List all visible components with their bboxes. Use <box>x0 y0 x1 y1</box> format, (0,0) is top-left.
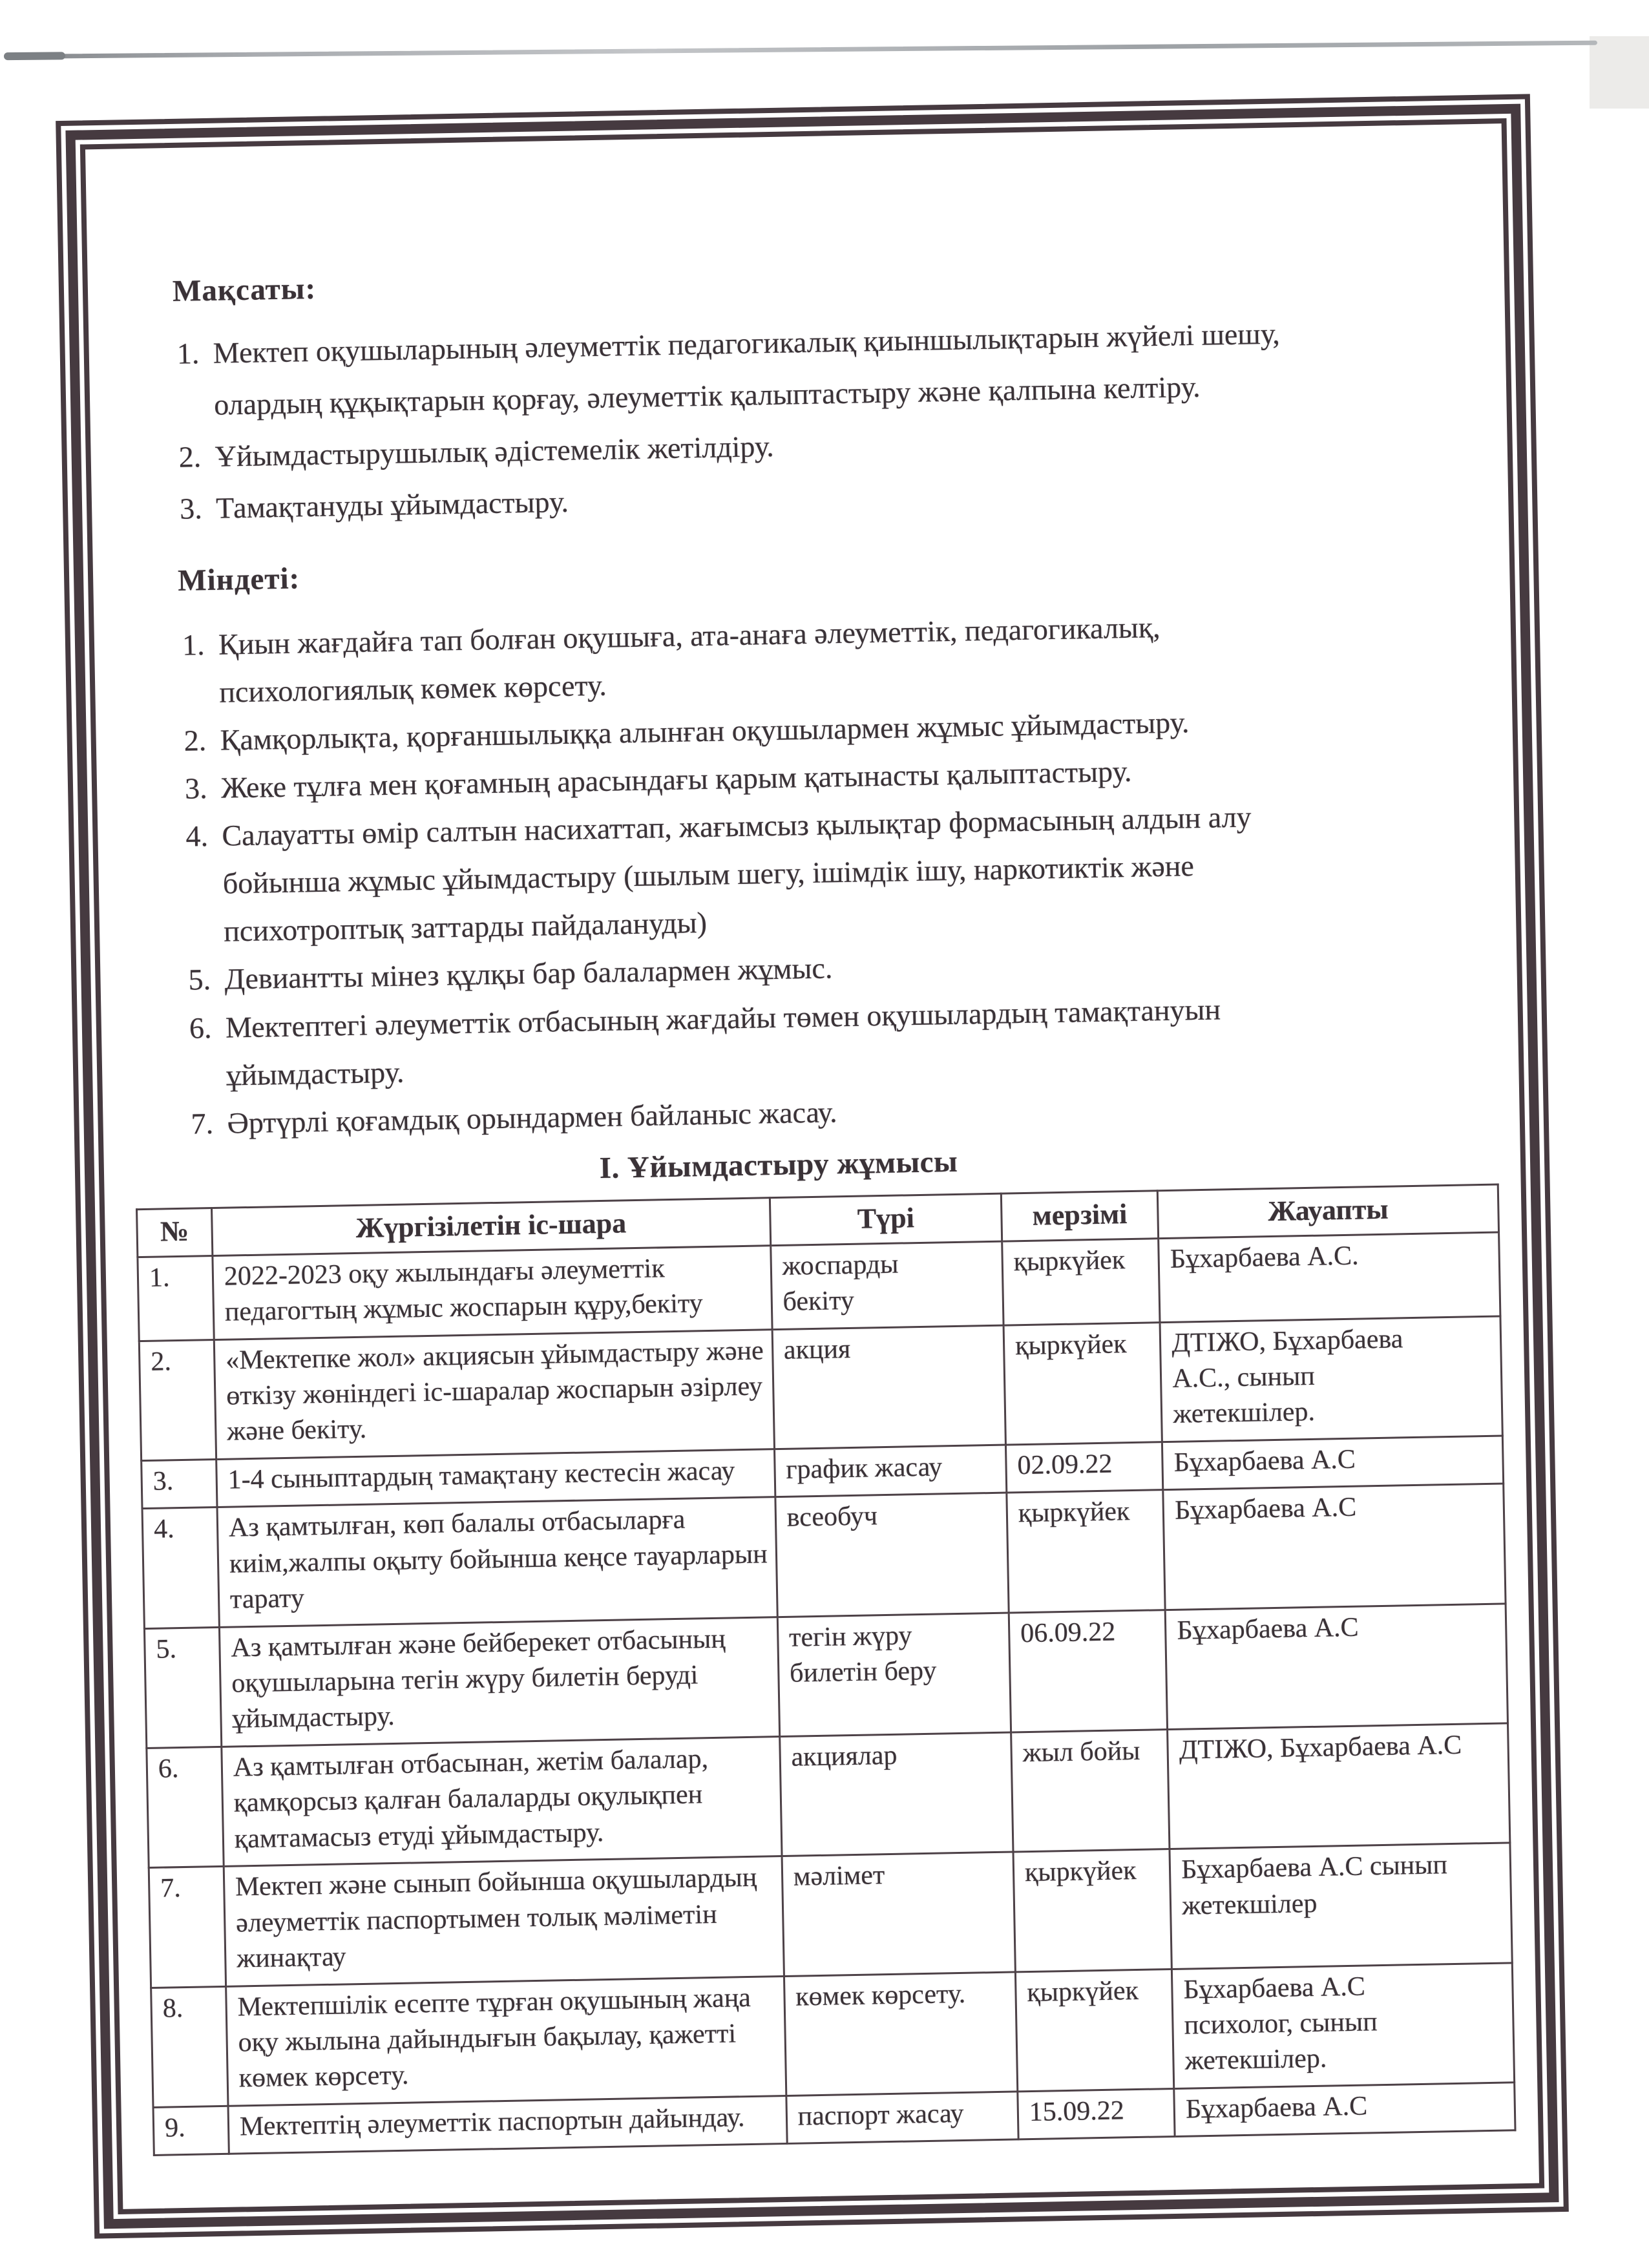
cell-term-text: 02.09.22 <box>1017 1449 1113 1481</box>
cell-responsible <box>1165 1604 1507 1730</box>
item-number: 3. <box>179 492 203 525</box>
cell-number <box>149 1867 226 1988</box>
cell-responsible <box>1170 1843 1512 1969</box>
cell-activity-text: «Мектепке жол» акциясын ұйымдастыру және өткізу жөніндегі іс-шаралар жоспарын әзірлеу және бекіту. <box>225 1335 764 1447</box>
item-number: 3. <box>184 772 208 805</box>
cell-number-text: 9. <box>164 2112 186 2143</box>
item-text: Қиын жағдайға тап болған оқушыға, ата-анаға әлеуметтік, педагогикалық, психологиялық көмек көрсету. <box>218 611 1161 709</box>
cell-type-text: көмек көрсету. <box>795 1979 966 2012</box>
tasks-heading: Міндеті: <box>177 562 300 598</box>
cell-responsible-text: Бұхарбаева А.С. <box>1170 1241 1359 1274</box>
cell-activity <box>214 1329 774 1459</box>
header-type: Түрі <box>770 1193 1002 1246</box>
cell-type <box>786 2092 1018 2144</box>
cell-type <box>775 1493 1009 1617</box>
cell-type <box>774 1445 1006 1497</box>
item-number: 6. <box>189 1011 212 1045</box>
cell-number <box>147 1747 224 1867</box>
cell-responsible-text: Бұхарбаева А.С <box>1185 2091 1368 2125</box>
page-frame-outer <box>56 94 1569 2238</box>
item-text: Қамқорлықта, қорғаншылыққа алынған оқушылармен жұмыс ұйымдастыру. <box>220 706 1190 757</box>
item-number: 2. <box>178 440 202 474</box>
cell-responsible-text: ДТІЖО, Бұхарбаева А.С., сынып жетекшілер. <box>1171 1323 1403 1430</box>
cell-term <box>1002 1238 1161 1325</box>
cell-term-text: 06.09.22 <box>1020 1617 1116 1648</box>
cell-type-text: жоспарды бекіту <box>782 1249 899 1317</box>
cell-number <box>142 1459 217 1509</box>
scan-paper-edge-line <box>18 41 1597 59</box>
cell-number <box>151 1986 228 2107</box>
cell-responsible-text: Бұхарбаева А.С психолог, сынып жетекшілер. <box>1183 1971 1378 2077</box>
cell-number-text: 5. <box>156 1633 177 1664</box>
cell-type-text: паспорт жасау <box>797 2098 964 2132</box>
cell-type <box>772 1325 1006 1449</box>
cell-number-text: 4. <box>153 1514 175 1545</box>
cell-activity-text: Аз қамтылған отбасынан, жетім балалар, қамқорсыз қалған балаларды оқулықпен қамтамасыз етуді ұйымдастыру. <box>233 1743 709 1854</box>
cell-responsible-text: Бұхарбаева А.С <box>1174 1492 1357 1526</box>
cell-number <box>144 1627 221 1748</box>
cell-type-text: график жасау <box>785 1452 943 1485</box>
header-term: мерзімі <box>1001 1190 1159 1241</box>
cell-responsible-text: ДТІЖО, Бұхарбаева А.С <box>1179 1730 1462 1765</box>
cell-number-text: 7. <box>160 1873 182 1904</box>
cell-type-text: акция <box>783 1334 851 1365</box>
cell-activity <box>228 2095 787 2154</box>
cell-number-text: 8. <box>162 1993 184 2024</box>
cell-activity <box>219 1617 779 1747</box>
item-number: 4. <box>185 819 209 853</box>
cell-number-text: 2. <box>150 1346 172 1377</box>
scanner-corner-shade <box>1590 36 1649 109</box>
cell-activity <box>222 1736 782 1866</box>
cell-activity <box>213 1245 772 1339</box>
item-text: Мектеп оқушыларының әлеуметтік педагогикалық қиыншылықтарын жүйелі шешу, олардың құқықтарын қорғау, әлеуметтік қалыптастыру және қалпына келтіру. <box>213 317 1281 421</box>
header-number: № <box>137 1208 213 1257</box>
cell-number-text: 3. <box>152 1466 174 1496</box>
cell-number <box>153 2106 229 2156</box>
cell-activity-text: Аз қамтылған және бейберекет отбасының оқушыларына тегін жүру билетін беруді ұйымдастыру. <box>230 1624 726 1735</box>
cell-responsible-text: Бұхарбаева А.С <box>1173 1444 1356 1478</box>
cell-type-text: мәлімет <box>793 1860 885 1892</box>
cell-responsible <box>1174 2083 1515 2137</box>
list-item <box>185 792 1358 956</box>
cell-type-text: всеобуч <box>786 1501 878 1533</box>
cell-term-text: жыл бойы <box>1022 1736 1140 1769</box>
cell-activity <box>226 1976 786 2106</box>
cell-activity <box>217 1497 777 1627</box>
cell-type <box>784 1971 1018 2095</box>
cell-responsible <box>1162 1436 1504 1490</box>
cell-activity-text: Мектеп және сынып бойынша оқушылардың әлеуметтік паспортымен толық мәліметін жинақтау <box>235 1862 757 1974</box>
cell-number-text: 1. <box>149 1262 170 1293</box>
page-frame-middle <box>65 104 1559 2229</box>
item-number: 1. <box>182 628 205 662</box>
cell-term <box>1003 1322 1162 1445</box>
cell-term <box>1018 2088 1175 2139</box>
cell-number-text: 6. <box>158 1754 179 1784</box>
cell-responsible <box>1168 1723 1510 1849</box>
tasks-list <box>182 598 1494 1148</box>
cell-term-text: қыркүйек <box>1026 1975 1139 2008</box>
cell-term-text: 15.09.22 <box>1029 2095 1125 2127</box>
page-frame-inner <box>80 118 1544 2214</box>
item-text: Жеке тұлға мен қоғамның арасындағы қарым қатынасты қалыптастыру. <box>220 755 1132 804</box>
item-text: Әртүрлі қоғамдық орындармен байланыс жасау. <box>227 1095 837 1140</box>
goals-list <box>176 304 1483 535</box>
item-text: Мектептегі әлеуметтік отбасының жағдайы төмен оқушылардың тамақтануын ұйымдастыру. <box>225 992 1221 1092</box>
cell-term <box>1011 1729 1170 1852</box>
item-text: Ұйымдастырушылық әдістемелік жетілдіру. <box>215 429 775 473</box>
cell-type-text: тегін жүру билетін беру <box>788 1620 937 1688</box>
cell-term-text: қыркүйек <box>1013 1244 1126 1277</box>
item-number: 5. <box>188 963 211 997</box>
goals-heading: Мақсаты: <box>172 271 317 308</box>
item-text: Девиантты мінез құлқы бар балалармен жұмыс. <box>224 951 833 996</box>
cell-term-text: қыркүйек <box>1024 1856 1137 1888</box>
cell-activity-text: Аз қамтылған, көп балалы отбасыларға киім,жалпы оқыту бойынша кеңсе тауарларын тарату <box>228 1504 768 1615</box>
cell-type <box>779 1732 1013 1856</box>
cell-activity-text: Мектептің әлеуметтік паспортын дайындау. <box>239 2102 745 2142</box>
cell-number <box>142 1507 219 1628</box>
cell-responsible-text: Бұхарбаева А.С сынып жетекшілер <box>1181 1850 1448 1921</box>
cell-responsible-text: Бұхарбаева А.С <box>1177 1612 1359 1646</box>
header-responsible: Жауапты <box>1157 1184 1498 1239</box>
cell-type-text: акциялар <box>791 1740 898 1772</box>
cell-term <box>1013 1849 1172 1972</box>
cell-term <box>1015 1969 1174 2092</box>
header-activity: Жүргізілетін іс-шара <box>211 1197 770 1255</box>
section-title: І. Ұйымдастыру жұмысы <box>599 1144 958 1185</box>
cell-activity-text: 2022-2023 оқу жылындағы әлеуметтік педагогтың жұмыс жоспарын құру,бекіту <box>224 1253 704 1327</box>
cell-number <box>138 1255 214 1341</box>
cell-term <box>1009 1610 1168 1732</box>
item-text: Салауатты өмір салтын насихаттап, жағымсыз қылықтар формасының алдын алу бойынша жұмыс ұйымдастыру (шылым шегу, ішімдік ішу, наркотиктік және психотроптық заттарды пайдалануды) <box>222 800 1252 949</box>
plan-table <box>136 1183 1517 2156</box>
item-text: Тамақтануды ұйымдастыру. <box>215 485 569 525</box>
cell-type <box>777 1613 1011 1737</box>
cell-activity-text: 1-4 сыныптардың тамақтану кестесін жасау <box>227 1456 735 1495</box>
cell-activity-text: Мектепшілік есепте тұрған оқушының жаңа оқу жылына дайындығын бақылау, қажетті көмек көрсету. <box>237 1982 751 2094</box>
cell-responsible <box>1160 1316 1502 1442</box>
cell-responsible <box>1172 1962 1515 2088</box>
item-number: 1. <box>176 337 200 370</box>
cell-activity <box>224 1856 784 1986</box>
cell-term-text: қыркүйек <box>1014 1328 1128 1361</box>
cell-responsible <box>1163 1484 1506 1610</box>
cell-term <box>1007 1490 1166 1613</box>
cell-responsible <box>1159 1232 1500 1323</box>
item-number: 2. <box>184 724 207 757</box>
cell-term <box>1005 1442 1163 1493</box>
cell-number <box>139 1339 216 1460</box>
cell-term-text: қыркүйек <box>1018 1496 1130 1529</box>
cell-type <box>782 1852 1016 1976</box>
cell-type <box>770 1241 1003 1329</box>
item-number: 7. <box>191 1106 214 1140</box>
